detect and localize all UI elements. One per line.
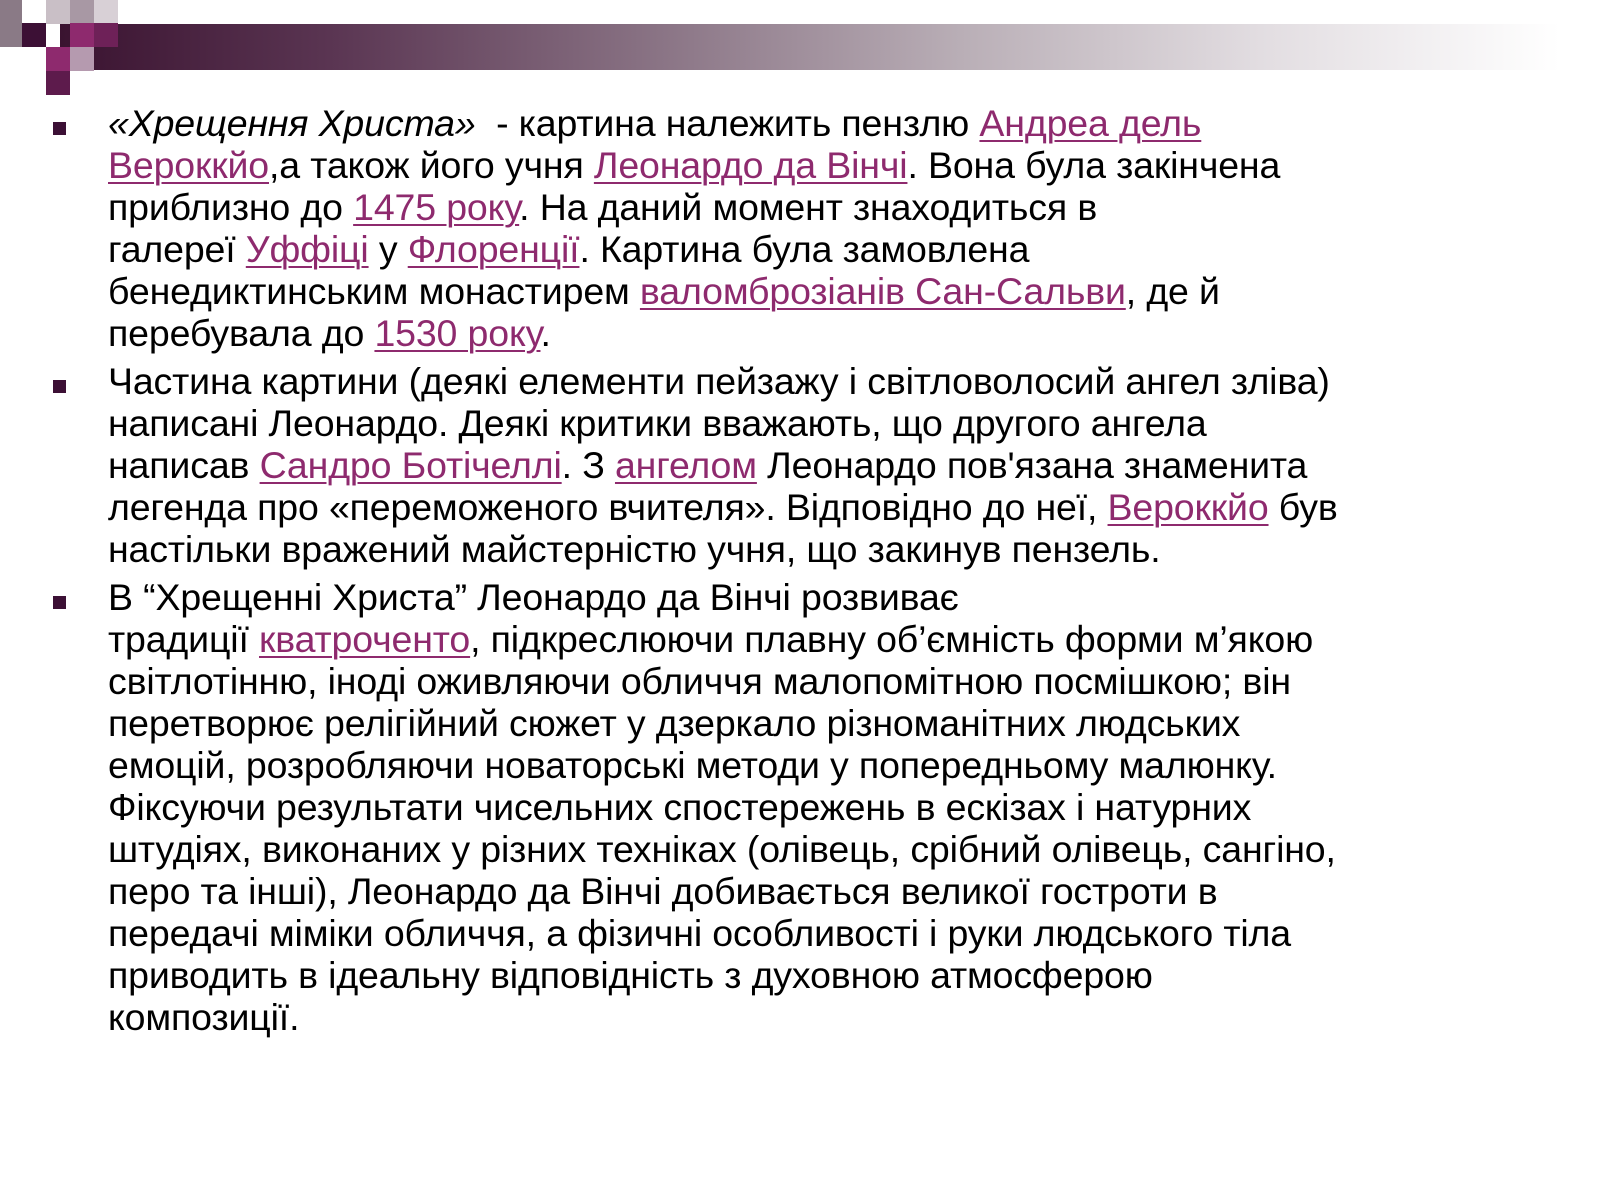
hyperlink[interactable]: Андреа дель (979, 102, 1202, 144)
header-gradient-band (60, 24, 1560, 70)
body-text: перетворює релігійний сюжет у дзеркало різноманітних людських (108, 702, 1241, 744)
text-line (108, 996, 1593, 1038)
hyperlink[interactable]: Вероккйо (1107, 486, 1269, 528)
text-line (108, 444, 1593, 486)
body-text: . На даний момент знаходиться в (519, 186, 1098, 228)
text-line (108, 144, 1593, 186)
text-line (108, 186, 1593, 228)
body-text: написав (108, 444, 260, 486)
hyperlink[interactable]: ангелом (614, 444, 757, 486)
square-bullet-icon (53, 380, 66, 393)
header-square (70, 0, 94, 24)
body-text: традиції (108, 618, 260, 660)
hyperlink[interactable]: 1530 року (374, 312, 541, 354)
square-bullet-icon (53, 596, 66, 609)
header-square (70, 23, 94, 47)
header-square (94, 23, 118, 47)
text-line (108, 270, 1593, 312)
text-line (108, 702, 1593, 744)
hyperlink[interactable]: Уффіці (245, 228, 369, 270)
header-square (46, 47, 70, 71)
hyperlink[interactable]: 1475 року (353, 186, 520, 228)
body-text: . (540, 312, 551, 354)
bullet-item (48, 576, 1593, 1038)
slide-body (48, 102, 1593, 1044)
body-text: Леонардо пов'язана знаменита (756, 444, 1308, 486)
body-text: настільки вражений майстерністю учня, що закинув пензель. (108, 528, 1161, 570)
header-square (70, 47, 94, 71)
body-text: у (368, 228, 408, 270)
text-line (108, 828, 1593, 870)
square-bullet-icon (53, 122, 66, 135)
header-square (0, 0, 22, 47)
text-line (108, 402, 1593, 444)
body-text: Фіксуючи результати чисельних спостережень в ескізах і натурних (108, 786, 1252, 828)
header-square (46, 71, 70, 95)
text-line (108, 102, 1593, 144)
hyperlink[interactable]: кватроченто (259, 618, 471, 660)
text-line (108, 870, 1593, 912)
text-line (108, 618, 1593, 660)
hyperlink[interactable]: Флоренції (407, 228, 580, 270)
header-square (46, 0, 70, 24)
body-text: написані Леонардо. Деякі критики вважають, що другого ангела (108, 402, 1207, 444)
text-line (108, 486, 1593, 528)
header-decoration (0, 0, 1600, 100)
body-text: перо та інші), Леонардо да Вінчі добивається великої гостроти в (108, 870, 1218, 912)
header-square (94, 0, 118, 24)
text-line (108, 360, 1593, 402)
bullet-item (48, 102, 1593, 354)
body-text: . З (561, 444, 615, 486)
italic-title-text: «Хрещення Христа» (108, 102, 476, 144)
body-text: - картина належить пензлю (475, 102, 980, 144)
body-text: світлотінню, іноді оживляючи обличчя малопомітною посмішкою; він (108, 660, 1291, 702)
text-line (108, 660, 1593, 702)
body-text: був (1268, 486, 1338, 528)
text-line (108, 744, 1593, 786)
body-text: галереї (108, 228, 246, 270)
body-text: В “Хрещенні Христа” Леонардо да Вінчі розвиває (108, 576, 959, 618)
text-line (108, 912, 1593, 954)
body-text: бенедиктинським монастирем (108, 270, 640, 312)
body-text: емоцій, розробляючи новаторські методи у попередньому малюнку. (108, 744, 1277, 786)
body-text: приблизно до (108, 186, 354, 228)
body-text: ,а також його учня (269, 144, 594, 186)
text-line (108, 954, 1593, 996)
body-text: легенда про «переможеного вчителя». Відповідно до неї, (108, 486, 1108, 528)
body-text: передачі міміки обличчя, а фізичні особливості і руки людського тіла (108, 912, 1291, 954)
body-text: , підкреслюючи плавну об’ємність форми м’якою (470, 618, 1314, 660)
hyperlink[interactable]: Вероккйо (108, 144, 269, 186)
body-text: штудіях, виконаних у різних техніках (олівець, срібний олівець, сангіно, (108, 828, 1336, 870)
header-square (22, 23, 46, 47)
bullet-item (48, 360, 1593, 570)
text-line (108, 528, 1593, 570)
hyperlink[interactable]: Сандро Ботічеллі (259, 444, 562, 486)
body-text: Частина картини (деякі елементи пейзажу і світловолосий ангел зліва) (108, 360, 1330, 402)
hyperlink[interactable]: Леонардо да Вінчі (593, 144, 908, 186)
text-line (108, 228, 1593, 270)
body-text: композиції. (108, 996, 300, 1038)
hyperlink[interactable]: валомброзіанів Сан-Сальви (639, 270, 1126, 312)
body-text: , де й (1125, 270, 1220, 312)
text-line (108, 786, 1593, 828)
text-line (108, 576, 1593, 618)
body-text: перебувала до (108, 312, 375, 354)
body-text: приводить в ідеальну відповідність з духовною атмосферою (108, 954, 1153, 996)
body-text: . Картина була замовлена (579, 228, 1030, 270)
body-text: . Вона була закінчена (907, 144, 1281, 186)
text-line (108, 312, 1593, 354)
